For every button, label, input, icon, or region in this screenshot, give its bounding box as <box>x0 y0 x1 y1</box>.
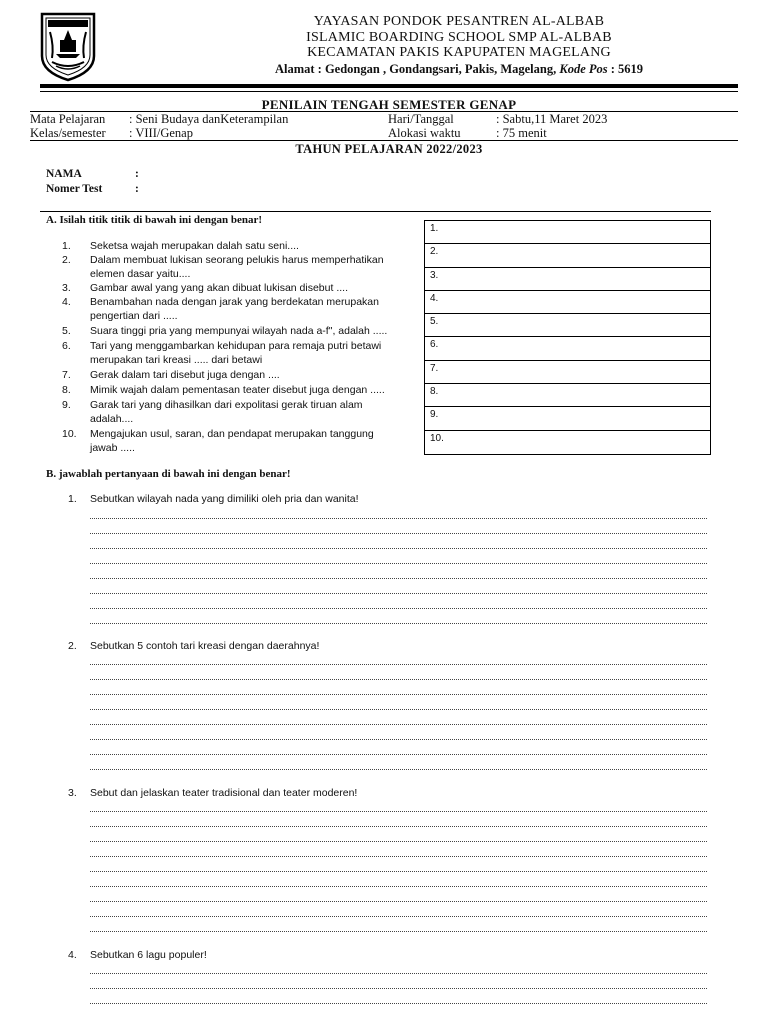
answer-line[interactable] <box>90 973 707 974</box>
test-number-row <box>46 182 139 197</box>
postal-label: Kode Pos <box>559 61 608 76</box>
answer-line[interactable] <box>90 841 707 842</box>
time-label: Alokasi waktu <box>388 126 461 140</box>
test-number-label: Nomer Test <box>46 183 103 195</box>
list-item: 8. Mimik wajah dalam pementasan teater disebut juga dengan ..... <box>62 384 385 396</box>
info-row <box>30 126 738 141</box>
answer-line[interactable] <box>90 739 707 740</box>
list-item: 1. Seketsa wajah merupakan dalah satu seni.... <box>62 240 299 252</box>
name-row <box>46 167 139 182</box>
info-row <box>30 111 738 126</box>
exam-title: PENILAIN TENGAH SEMESTER GENAP <box>261 97 517 112</box>
student-identity <box>46 167 139 197</box>
header-divider-thick <box>40 84 738 88</box>
answer-line[interactable] <box>90 826 707 827</box>
answer-line[interactable] <box>90 916 707 917</box>
district-name: KECAMATAN PAKIS KAPUPATEN MAGELANG <box>307 45 611 60</box>
answer-line[interactable] <box>90 608 707 609</box>
header-divider-thin <box>40 91 738 92</box>
answer-field-5[interactable]: 5. <box>425 314 710 337</box>
name-colon: : <box>135 168 139 180</box>
answer-line[interactable] <box>90 754 707 755</box>
answer-line[interactable] <box>90 856 707 857</box>
answer-line[interactable] <box>90 578 707 579</box>
list-item: 5. Suara tinggi pria yang mempunyai wilayah nada a-f", adalah ..... <box>62 325 388 337</box>
answer-field-10[interactable]: 10. <box>430 432 444 444</box>
class-label: Kelas/semester <box>30 126 106 140</box>
date-label: Hari/Tanggal <box>388 112 454 126</box>
school-name: ISLAMIC BOARDING SCHOOL SMP AL-ALBAB <box>306 29 612 45</box>
answer-field-2[interactable]: 2. <box>425 244 710 267</box>
answer-line[interactable] <box>90 593 707 594</box>
answer-field-1[interactable]: 1. <box>425 221 710 244</box>
answer-line[interactable] <box>90 931 707 932</box>
answer-field-4[interactable]: 4. <box>425 291 710 314</box>
list-item: 2. Dalam membuat lukisan seorang pelukis harus memperhatikan elemen dasar yaitu.... <box>62 254 384 280</box>
list-item: 9. Garak tari yang dihasilkan dari expolitasi gerak tiruan alam adalah.... <box>62 399 363 425</box>
answer-field-6[interactable]: 6. <box>425 337 710 360</box>
answer-line[interactable] <box>90 694 707 695</box>
answer-line[interactable] <box>90 518 707 519</box>
answer-field-3[interactable]: 3. <box>425 268 710 291</box>
test-number-colon: : <box>135 183 139 195</box>
answer-line[interactable] <box>90 724 707 725</box>
section-b-title: B. jawablah pertanyaan di bawah ini dengan benar! <box>46 468 291 480</box>
answer-line[interactable] <box>90 709 707 710</box>
answer-line[interactable] <box>90 664 707 665</box>
answer-field-9[interactable]: 9. <box>425 407 710 430</box>
list-item: 3. Gambar awal yang yang akan dibuat lukisan disebut .... <box>62 282 348 294</box>
answer-field-7[interactable]: 7. <box>425 361 710 384</box>
list-item: 7. Gerak dalam tari disebut juga dengan .... <box>62 369 280 381</box>
answer-line[interactable] <box>90 563 707 564</box>
list-item: 4. Benambahan nada dengan jarak yang berdekatan merupakan pengertian dari ..... <box>62 296 379 322</box>
academic-year: TAHUN PELAJARAN 2022/2023 <box>295 142 483 156</box>
school-logo-icon <box>38 10 98 82</box>
answer-line[interactable] <box>90 548 707 549</box>
subject-value: : Seni Budaya danKeterampilan <box>129 112 289 126</box>
list-item: 10. Mengajukan usul, saran, dan pendapat merupakan tanggung jawab ..... <box>62 428 374 454</box>
answer-line[interactable] <box>90 679 707 680</box>
exam-info-table <box>30 111 738 141</box>
class-value: : VIII/Genap <box>129 126 193 140</box>
postal-value: : 5619 <box>607 61 644 76</box>
section-a-title: A. Isilah titik titik di bawah ini dengan benar! <box>46 214 263 226</box>
time-value: : 75 menit <box>496 126 547 140</box>
answer-line[interactable] <box>90 623 707 624</box>
answer-line[interactable] <box>90 871 707 872</box>
answer-line[interactable] <box>90 886 707 887</box>
answer-line[interactable] <box>90 901 707 902</box>
name-label: NAMA <box>46 168 82 180</box>
answer-line[interactable] <box>90 1003 707 1004</box>
date-value: : Sabtu,11 Maret 2023 <box>496 112 608 126</box>
school-header <box>150 14 768 77</box>
subject-label: Mata Pelajaran <box>30 112 106 126</box>
school-address: Alamat : Gedongan , Gondangsari, Pakis, Magelang, Kode Pos : 5619 <box>274 61 644 76</box>
answer-line[interactable] <box>90 533 707 534</box>
section-divider <box>40 211 711 212</box>
answer-line[interactable] <box>90 811 707 812</box>
answer-line[interactable] <box>90 769 707 770</box>
foundation-name: YAYASAN PONDOK PESANTREN AL-ALBAB <box>313 14 605 29</box>
answer-box <box>424 220 711 455</box>
list-item: 6. Tari yang menggambarkan kehidupan para remaja putri betawi merupakan tari kreasi ..... dari betawi <box>62 340 382 366</box>
answer-line[interactable] <box>90 988 707 989</box>
answer-field-8[interactable]: 8. <box>425 384 710 407</box>
exam-page: YAYASAN PONDOK PESANTREN AL-ALBAB ISLAMIC BOARDING SCHOOL SMP AL-ALBAB KECAMATAN PAKIS KAPUPATEN MAGELANG Alamat : Gedongan , Gondangsari, Pakis, Magelang, Kode Pos : 5619 PENILAIN TENGAH SEMESTER GENAP Mata Pelajaran : Seni Budaya danKeterampilan Hari/Tanggal : Sabtu,11 Maret 2023 Kelas/semester : VIII/Genap Alokasi waktu : 75 menit TAHUN PELAJARAN 2022/2023 NAMA : Nomer Test : A. Isilah titik titik di bawah ini dengan benar! 1. Seketsa wajah merupakan dalah satu seni.... 2. Dalam membuat lukisan seorang pelukis harus memperhatikan elemen dasar yaitu.... 3. Gambar awal yang yang akan dibuat lukisan disebut .... 4. Benambahan nada dengan jarak yang berdekatan merupakan pengertian dari ..... 5. Suara tinggi pria yang mempunyai wilayah nada a-f", adalah ..... 6. Tari yang menggambarkan kehidupan para remaja putri betawi merupakan tari kreasi ..... dari betawi 7. Gerak dalam tari disebut juga dengan .... 8. Mimik wajah dalam pementasan teater disebut juga dengan ..... 9. Garak tari yang dihasilkan dari expolitasi gerak tiruan alam adalah.... 10. Mengajukan usul, saran, dan pendapat merupakan tanggung jawab ..... 1. 2. 3. 4. 5. 6. 7. 8. 9. 10. B. jawablah pertanyaan di bawah ini dengan benar! 1. Sebutkan wilayah nada yang dimiliki oleh pria dan wanita! 2. Sebutkan 5 contoh tari kreasi dengan daerahnya! 3. Sebut dan jelaskan teater tradisional dan teater moderen! 4. Sebutkan 6 lagu populer! <box>0 0 768 1024</box>
